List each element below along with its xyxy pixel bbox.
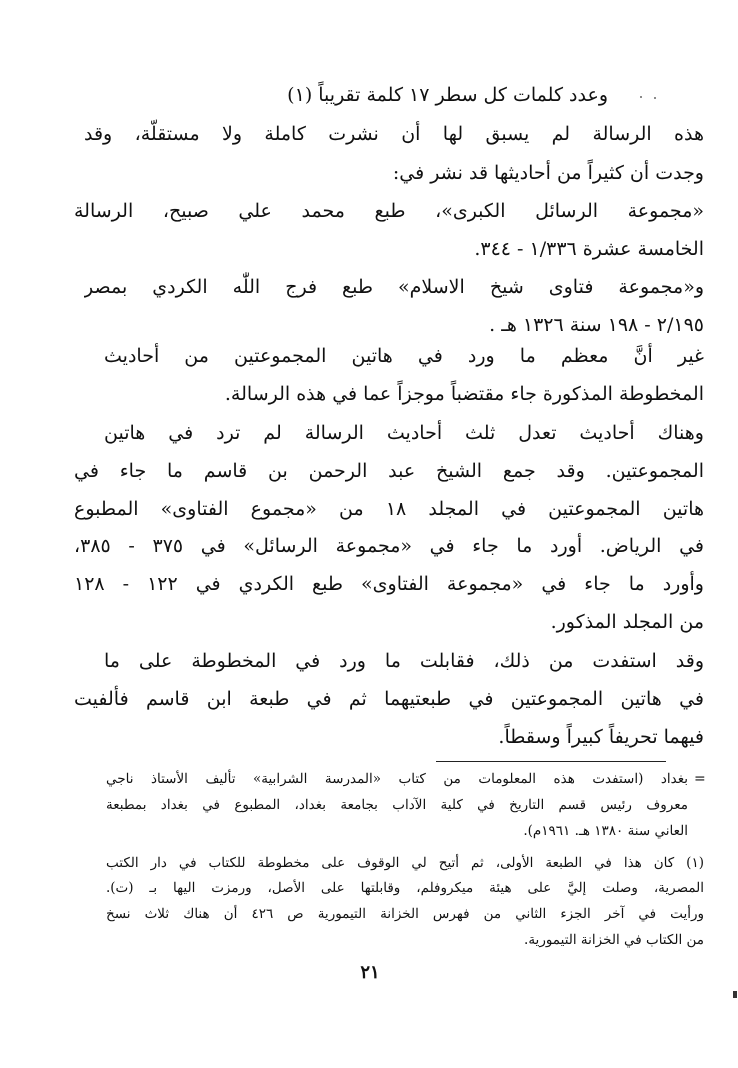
body-line: فيهما تحريفاً كبيراً وسقطاً.	[498, 726, 704, 748]
body-line: المجموعتين. وقد جمع الشيخ عبد الرحمن بن قاسم ما جاء في	[74, 460, 704, 482]
body-line: هذه الرسالة لم يسبق لها أن نشرت كاملة ولا مستقلّة، وقد	[84, 123, 704, 145]
body-line: هاتين المجموعتين في المجلد ١٨ من «مجموع الفتاوى» المطبوع	[74, 498, 704, 520]
footnote-continuation-mark: =	[694, 771, 706, 787]
footnote-line: المصرية، وصلت إليَّ على هيئة ميكروفلم، وقابلتها على الأصل، ورمزت اليها بـ (ت).	[106, 880, 704, 896]
body-line: وقد استفدت من ذلك، فقابلت ما ورد في المخطوطة على ما	[104, 650, 704, 672]
body-line: وجدت أن كثيراً من أحاديثها قد نشر في:	[392, 162, 704, 184]
body-line: «مجموعة الرسائل الكبرى»، طبع محمد علي صبيح، الرسالة	[74, 200, 704, 222]
footnote-line: معروف رئيس قسم التاريخ في كلية الآداب بجامعة بغداد، المطبوع في بغداد بمطبعة	[106, 797, 688, 813]
body-line: غير أنَّ معظم ما ورد في هاتين المجموعتين من أحاديث	[104, 345, 704, 367]
body-line: وهناك أحاديث تعدل ثلث أحاديث الرسالة لم ترد في هاتين	[104, 422, 704, 444]
footnote-line: ورأيت في آخر الجزء الثاني من فهرس الخزانة التيمورية ص ٤٢٦ أن هناك ثلاث نسخ	[106, 906, 704, 922]
body-line: وعدد كلمات كل سطر ١٧ كلمة تقريباً (١)	[287, 84, 608, 106]
body-line: وأورد ما جاء في «مجموعة الفتاوى» طبع الكردي في ١٢٢ - ١٢٨	[74, 573, 704, 595]
footnote-line: بغداد (استفدت هذه المعلومات من كتاب «المدرسة الشرابية» تأليف الأستاذ ناجي	[106, 771, 688, 787]
body-line: و«مجموعة فتاوى شيخ الاسلام» طبع فرج اللّٰه الكردي بمصر	[84, 276, 704, 298]
footnote-line: من الكتاب في الخزانة التيمورية.	[524, 932, 704, 948]
body-line: في الرياض. أورد ما جاء في «مجموعة الرسائل» في ٣٧٥ - ٣٨٥،	[74, 535, 704, 557]
body-line: في هاتين المجموعتين في طبعتيهما ثم في طبعة ابن قاسم فألفيت	[74, 688, 704, 710]
scan-speck	[654, 97, 656, 99]
scan-speck	[640, 96, 642, 98]
footnote-rule	[436, 761, 666, 762]
footnote-line: (١) كان هذا في الطبعة الأولى، ثم أتيح لي الوقوف على مخطوطة للكتاب في دار الكتب	[106, 855, 704, 871]
footnote-line: العاني سنة ١٣٨٠ هـ. ١٩٦١م).	[523, 823, 688, 839]
body-line: من المجلد المذكور.	[550, 611, 704, 633]
scan-edge-mark	[733, 991, 737, 998]
body-line: المخطوطة المذكورة جاء مقتضباً موجزاً عما في هذه الرسالة.	[224, 383, 704, 405]
body-line: ٢/١٩٥ - ١٩٨ سنة ١٣٢٦ هـ .	[489, 314, 704, 336]
body-line: الخامسة عشرة ١/٣٣٦ - ٣٤٤.	[474, 238, 704, 260]
page-number: ٢١	[360, 962, 380, 983]
